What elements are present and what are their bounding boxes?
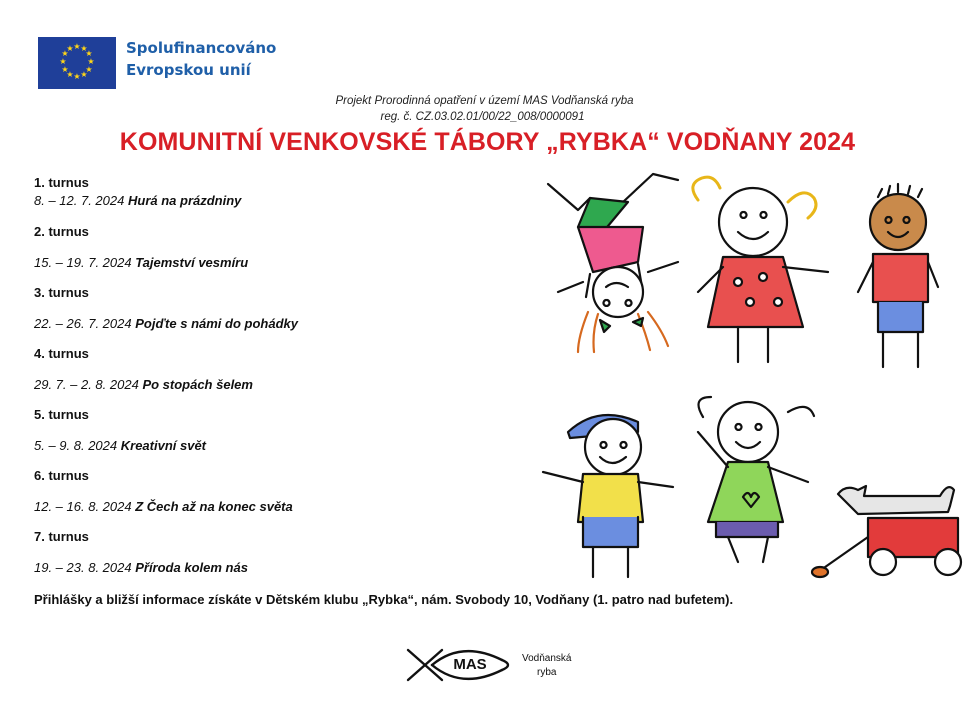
- turnus-label: 7. turnus: [34, 529, 89, 544]
- turnus-label: 5. turnus: [34, 407, 89, 422]
- svg-text:★: ★: [66, 44, 74, 53]
- turnus-label: 6. turnus: [34, 468, 89, 483]
- turnus-date: 29. 7. – 2. 8. 2024: [34, 377, 139, 392]
- turnus-name: Z Čech až na konec světa: [135, 499, 293, 514]
- svg-text:★: ★: [73, 72, 81, 81]
- turnus-line: [34, 255, 248, 270]
- svg-text:★: ★: [66, 70, 74, 79]
- kid-girl-green: [698, 397, 814, 562]
- svg-text:★: ★: [80, 44, 88, 53]
- eu-line-1: Spolufinancováno: [126, 39, 277, 57]
- page-title: KOMUNITNÍ VENKOVSKÉ TÁBORY „RYBKA“ VODŇANY 2024: [119, 128, 856, 156]
- turnus-name: Kreativní svět: [120, 438, 207, 453]
- turnus-line: [34, 193, 241, 208]
- turnus-line: [34, 377, 253, 392]
- turnus-name: Pojďte s námi do pohádky: [135, 316, 298, 331]
- svg-text:★: ★: [61, 65, 69, 74]
- turnus-date: 19. – 23. 8. 2024: [34, 560, 132, 575]
- turnus-date: 8. – 12. 7. 2024: [34, 193, 125, 208]
- turnus-label: 2. turnus: [34, 224, 89, 239]
- turnus-label: 3. turnus: [34, 285, 89, 300]
- project-name: Projekt Prorodinná opatření v území MAS Vodňanská ryba: [335, 95, 634, 107]
- kids-illustration: [538, 162, 975, 592]
- turnus-name: Příroda kolem nás: [135, 560, 248, 575]
- turnus-label: 1. turnus: [34, 175, 89, 190]
- mas-subtitle: [522, 652, 572, 680]
- svg-text:★: ★: [59, 57, 67, 66]
- kid-boy-curly: [858, 184, 938, 367]
- mas-logo: [402, 642, 522, 690]
- eu-line-2: Evropskou unií: [126, 61, 251, 79]
- dog-cart: [812, 486, 961, 577]
- kid-girl-pigtails: [693, 177, 828, 362]
- mas-subtitle-line-2: ryba: [537, 667, 557, 678]
- turnus-name: Hurá na prázdniny: [127, 193, 242, 208]
- mas-logo-letters: MAS: [453, 656, 487, 673]
- kid-boy-cap: [543, 415, 673, 577]
- svg-text:★: ★: [80, 70, 88, 79]
- svg-text:★: ★: [87, 57, 95, 66]
- turnus-date: 22. – 26. 7. 2024: [34, 316, 132, 331]
- eu-flag: [38, 37, 116, 89]
- svg-text:★: ★: [73, 42, 81, 51]
- turnus-label: 4. turnus: [34, 346, 89, 361]
- mas-subtitle-line-1: Vodňanská: [522, 653, 572, 664]
- svg-text:★: ★: [85, 49, 93, 58]
- kid-upside-down: [548, 174, 678, 352]
- turnus-name: Tajemství vesmíru: [135, 255, 249, 270]
- eu-stars-icon: [38, 37, 116, 89]
- turnus-line: [34, 316, 298, 331]
- registration-info: Přihlášky a bližší informace získáte v Dětském klubu „Rybka“, nám. Svobody 10, Vodňany (1. patro nad bufetem).: [34, 592, 734, 607]
- turnus-line: [34, 438, 206, 453]
- turnus-date: 5. – 9. 8. 2024: [34, 438, 118, 453]
- eu-cofinanced-label: [126, 37, 276, 81]
- turnus-line: [34, 560, 248, 575]
- project-reg-number: reg. č. CZ.03.02.01/00/22_008/0000091: [380, 111, 585, 123]
- turnus-date: 12. – 16. 8. 2024: [34, 499, 132, 514]
- turnus-name: Po stopách šelem: [142, 377, 253, 392]
- svg-text:★: ★: [61, 49, 69, 58]
- turnus-date: 15. – 19. 7. 2024: [34, 255, 132, 270]
- svg-text:★: ★: [85, 65, 93, 74]
- turnus-line: [34, 499, 293, 514]
